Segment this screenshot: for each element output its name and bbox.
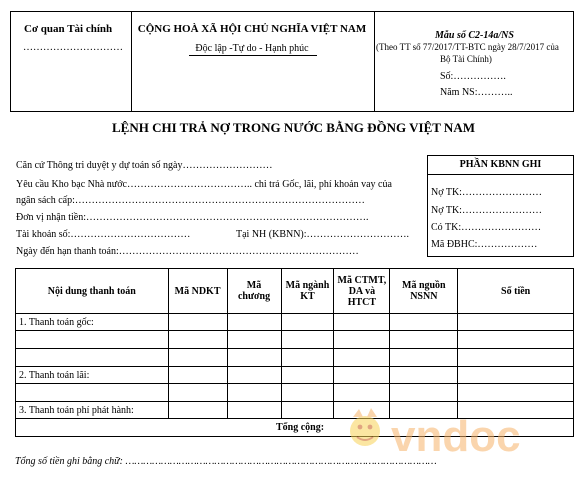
section-fee: 3. Thanh toán phí phát hành: bbox=[16, 402, 169, 419]
agency-label: Cơ quan Tài chính bbox=[24, 23, 113, 35]
col-header-content: Nội dung thanh toán bbox=[16, 269, 169, 314]
treasury-section bbox=[427, 155, 574, 257]
treasury-section-title: PHẦN KBNN GHI bbox=[428, 156, 573, 175]
section-interest: 2. Thanh toán lãi: bbox=[16, 367, 169, 384]
col-header-ndkt: Mã NDKT bbox=[168, 269, 227, 314]
national-heading-box bbox=[131, 11, 375, 112]
country-name: CỘNG HOÀ XÃ HỘI CHỦ NGHĨA VIỆT NAM bbox=[137, 23, 367, 35]
field-budget-level: ngân sách cấp:…………………………………………………………………………… bbox=[16, 195, 365, 206]
table-row bbox=[16, 384, 574, 402]
debit-account-2: Nợ TK:…………………… bbox=[431, 205, 542, 216]
table-row bbox=[16, 331, 574, 349]
col-header-sector: Mã ngành KT bbox=[281, 269, 334, 314]
field-account-number: Tài khoản số:……………………………… bbox=[16, 229, 191, 240]
field-due-date: Ngày đến hạn thanh toán:……………………………………………………………… bbox=[16, 246, 359, 257]
form-reference-ministry: Bộ Tài Chính) bbox=[440, 54, 492, 64]
amount-in-words: Tổng số tiền ghi bằng chữ: …………………………………………………………………………………………… bbox=[15, 456, 437, 467]
motto: Độc lập -Tự do - Hạnh phúc bbox=[195, 43, 309, 54]
total-row bbox=[16, 419, 574, 437]
col-header-source: Mã nguồn NSNN bbox=[390, 269, 458, 314]
page-title: LỆNH CHI TRẢ NỢ TRONG NƯỚC BẰNG ĐỒNG VIỆT NAM bbox=[112, 120, 475, 135]
table-row bbox=[16, 314, 574, 331]
agency-name-blank: ………………………… bbox=[23, 42, 123, 53]
col-header-program: Mã CTMT, DA và HTCT bbox=[334, 269, 390, 314]
field-approval-notice: Căn cứ Thông tri duyệt y dự toán số ngày……………………… bbox=[16, 160, 273, 171]
table-row bbox=[16, 367, 574, 384]
motto-underline bbox=[189, 55, 317, 56]
field-treasury-request: Yêu cầu Kho bạc Nhà nước……………………………….. chi trả Gốc, lãi, phí khoản vay của bbox=[16, 179, 392, 190]
section-principal: 1. Thanh toán gốc: bbox=[16, 314, 169, 331]
col-header-amount: Số tiền bbox=[458, 269, 574, 314]
form-number: Mẫu số C2-14a/NS bbox=[435, 30, 514, 41]
budget-year: Năm NS:……….. bbox=[440, 87, 513, 98]
table-header-row bbox=[16, 269, 574, 314]
table-row bbox=[16, 402, 574, 419]
table-row bbox=[16, 349, 574, 367]
form-reference: (Theo TT số 77/2017/TT-BTC ngày 28/7/2017 của bbox=[376, 42, 559, 52]
col-header-chapter: Mã chương bbox=[227, 269, 281, 314]
field-recipient: Đơn vị nhận tiền:…………………………………………………………………………. bbox=[16, 212, 369, 223]
watermark-text: vndoc bbox=[391, 412, 521, 461]
document-number: Số:……………. bbox=[440, 71, 506, 82]
agency-box bbox=[10, 11, 132, 112]
admin-unit-code: Mã ĐBHC:……………… bbox=[431, 239, 538, 250]
form-info-box bbox=[374, 11, 574, 112]
total-label: Tổng cộng: bbox=[16, 419, 574, 437]
field-bank: Tại NH (KBNN):…………………………. bbox=[236, 229, 410, 240]
credit-account: Có TK:…………………… bbox=[431, 222, 542, 233]
payment-table bbox=[15, 268, 574, 437]
debit-account-1: Nợ TK:…………………… bbox=[431, 187, 542, 198]
